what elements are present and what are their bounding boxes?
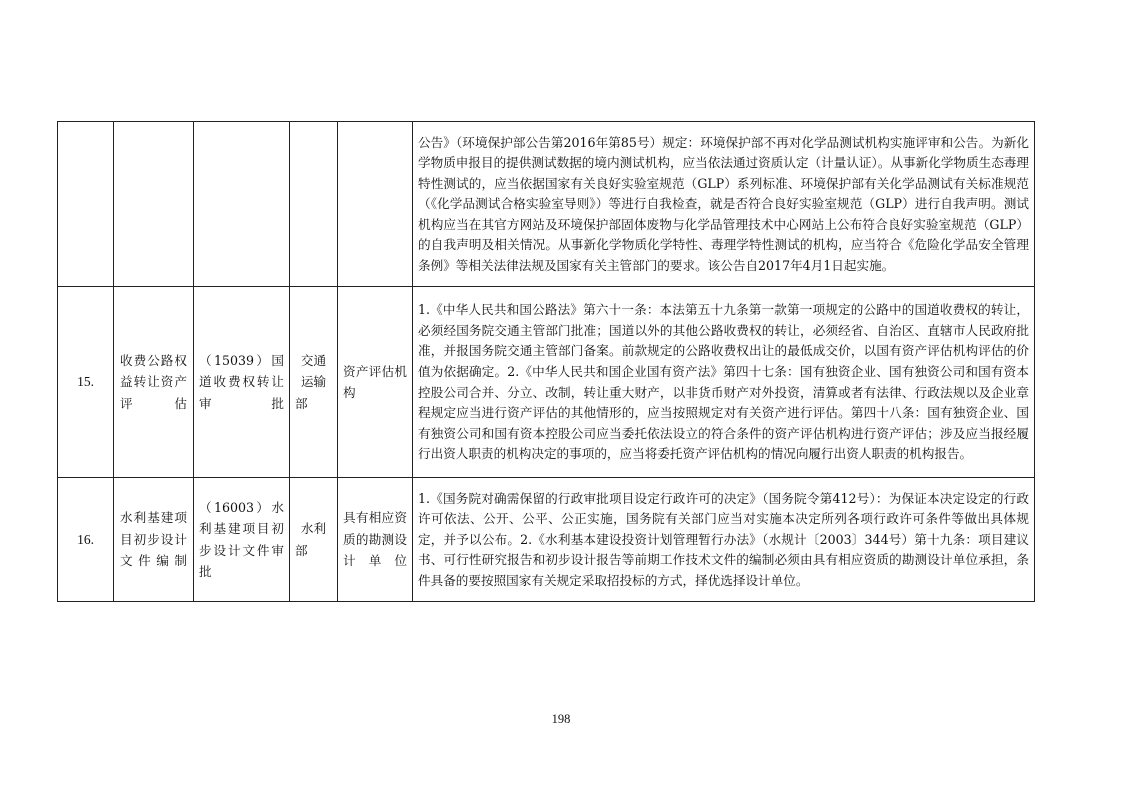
- document-table: [57, 121, 1035, 602]
- legal-basis-paragraph: 1.《国务院对确需保留的行政审批项目设定行政许可的决定》（国务院令第412号）：为保证本决定设定的行政许可依法、公开、公平、公正实施，国务院有关部门应当对实施本决定所列各项行政许可条件等做出具体规定，并予以公布。2.《水利基本建设投资计划管理暂行办法》（水规计〔2003〕344号）第十九条：项目建议书、可行性研究报告和初步设计报告等前期工作技术文件的编制必须由具有相应资质的勘测设计单位承担，条件具备的要按照国家有关规定采取招投标的方式，择优选择设计单位。: [418, 490, 1029, 588]
- table-row: [58, 478, 1035, 602]
- implementing-organization: 资产评估机构: [338, 287, 413, 478]
- cell-item-empty: [114, 122, 194, 287]
- continuation-text: 公告》（环境保护部公告第2016年第85号）规定：环境保护部不再对化学品测试机构实施评审和公告。为新化学物质申报目的提供测试数据的境内测试机构，应当依法通过资质认定（计量认证）。从事新化学物质生态毒理特性测试的，应当依据国家有关良好实验室规范（GLP）系列标准、环境保护部有关化学品测试有关标准规范（《化学品测试合格实验室导则》）等进行自我检查，就是否符合良好实验室规范（GLP）进行自我声明。测试机构应当在其官方网站及环境保护部固体废物与化学品管理技术中心网站上公布符合良好实验室规范（GLP）的自我声明及相关情况。从事新化学物质化学特性、毒理学特性测试的机构，应当符合《危险化学品安全管理条例》等相关法律法规及国家有关主管部门的要求。该公告自2017年4月1日起实施。: [418, 134, 1029, 273]
- department: 水利部: [290, 478, 338, 602]
- service-item: 水利基建项目初步设计文件编制: [114, 478, 194, 602]
- legal-basis-text: [413, 478, 1035, 602]
- cell-basis-empty: [194, 122, 290, 287]
- implementing-organization: 具有相应资质的勘测设计单位: [338, 478, 413, 602]
- cell-dept-empty: [290, 122, 338, 287]
- cell-org-empty: [338, 122, 413, 287]
- approval-item: （15039）国道收费权转让审批: [194, 287, 290, 478]
- row-number: 16.: [58, 478, 114, 602]
- table-row-continuation: [58, 122, 1035, 287]
- legal-basis-text: [413, 287, 1035, 478]
- legal-basis-paragraph: 1.《中华人民共和国公路法》第六十一条：本法第五十九条第一款第一项规定的公路中的国道收费权的转让，必须经国务院交通主管部门批准；国道以外的其他公路收费权的转让，必须经省、自治区、直辖市人民政府批准，并报国务院交通主管部门备案。前款规定的公路收费权出让的最低成交价，以国有资产评估机构评估的价值为依据确定。2.《中华人民共和国企业国有资产法》第四十七条：国有独资企业、国有独资公司和国有资本控股公司合并、分立、改制，转让重大财产，以非货币财产对外投资，清算或者有法律、行政法规以及企业章程规定应当进行资产评估的其他情形的，应当按照规定对有关资产进行评估。第四十八条：国有独资企业、国有独资公司和国有资本控股公司应当委托依法设立的符合条件的资产评估机构进行资产评估；涉及应当报经履行出资人职责的机构决定的事项的，应当将委托资产评估机构的情况向履行出资人职责的机构报告。: [418, 302, 1029, 462]
- service-item: 收费公路权益转让资产评估: [114, 287, 194, 478]
- row-number: 15.: [58, 287, 114, 478]
- approval-item: （16003）水利基建项目初步设计文件审批: [194, 478, 290, 602]
- cell-legal-basis-text: [413, 122, 1035, 287]
- cell-number-empty: [58, 122, 114, 287]
- page-number: 198: [551, 712, 571, 726]
- table-row: [58, 287, 1035, 478]
- department: 交通运输部: [290, 287, 338, 478]
